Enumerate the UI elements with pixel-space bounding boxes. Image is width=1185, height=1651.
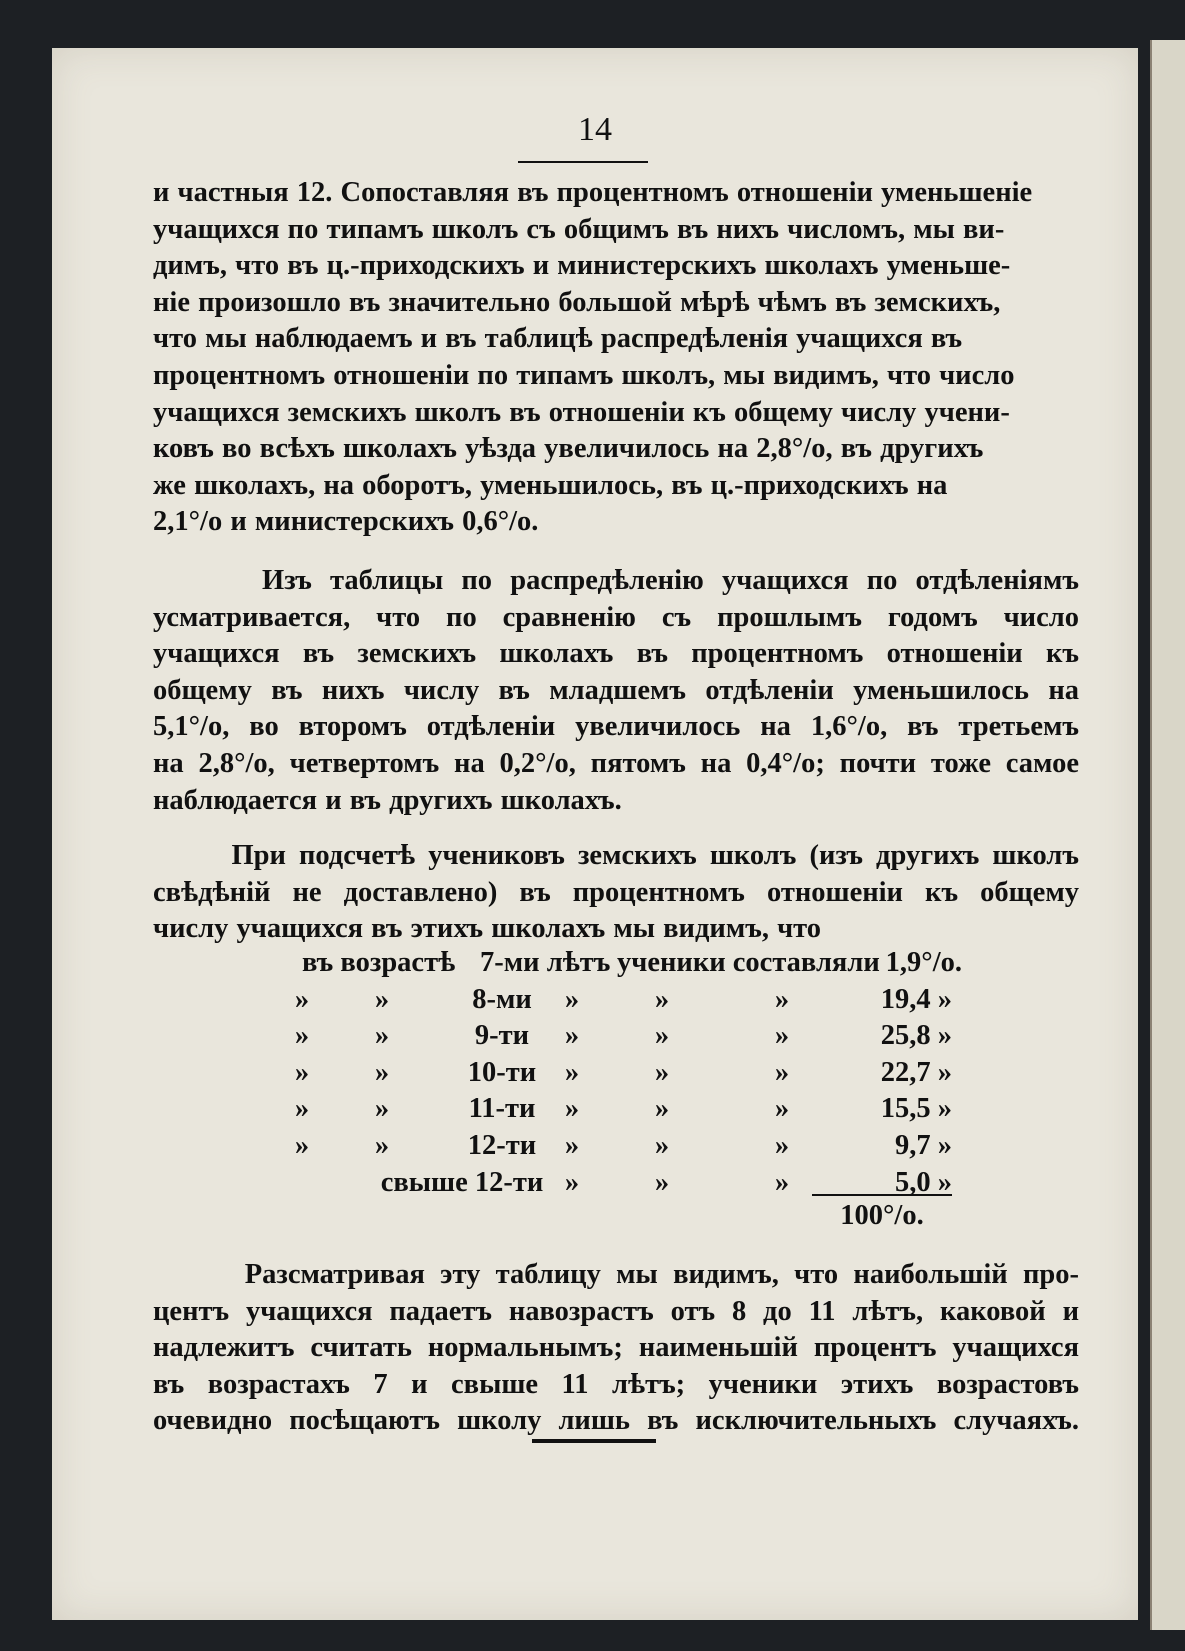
- ditto-mark: »: [564, 1129, 580, 1161]
- age-label: 12-ти: [467, 1129, 537, 1161]
- row-label: ученики составляли: [617, 947, 880, 978]
- text-line: что мы наблюдаемъ и въ таблицѣ распредѣленія учащихся въ: [153, 323, 963, 355]
- text-line: учащихся земскихъ школъ въ отношеніи къ общему числу учени-: [153, 396, 1010, 428]
- ditto-mark: »: [294, 1129, 310, 1161]
- text-line: числу учащихся въ этихъ школахъ мы видимъ, что: [153, 913, 822, 945]
- text-line: и частныя 12. Сопоставляя въ процентномъ отношеніи уменьшеніе: [153, 177, 1033, 208]
- ditto-mark: »: [654, 1020, 670, 1052]
- ditto-mark: »: [564, 1093, 580, 1125]
- text-line: центъ учащихся падаетъ навозрастъ отъ 8 до 11 лѣтъ, каковой и: [153, 1295, 1079, 1327]
- ditto-mark: »: [564, 983, 580, 1015]
- text-line: При подсчетѣ учениковъ земскихъ школъ (изъ другихъ школъ: [153, 840, 1079, 871]
- ditto-mark: »: [654, 983, 670, 1015]
- percent-value: 19,4 »: [880, 983, 952, 1015]
- text-line: процентномъ отношеніи по типамъ школъ, мы видимъ, что число: [153, 359, 1015, 391]
- text-line: 2,1°/о и министерскихъ 0,6°/о.: [153, 506, 539, 538]
- ditto-mark: »: [564, 1020, 580, 1052]
- next-page-edge: [1150, 40, 1185, 1630]
- table-row: [232, 982, 992, 1019]
- text-line: наблюдается и въ другихъ школахъ.: [153, 784, 622, 816]
- table-row: [232, 1091, 992, 1128]
- age-prefix: въ возрастѣ: [302, 947, 456, 978]
- ditto-mark: »: [774, 983, 790, 1015]
- table-row: [232, 1128, 992, 1165]
- ditto-mark: »: [374, 1020, 390, 1052]
- percent-value: 5,0 »: [895, 1166, 952, 1198]
- ditto-mark: »: [374, 1129, 390, 1161]
- ditto-mark: »: [294, 1093, 310, 1125]
- text-line: очевидно посѣщаютъ школу лишь въ исключительныхъ случаяхъ.: [153, 1405, 1079, 1437]
- ditto-mark: »: [654, 1129, 670, 1161]
- ditto-mark: »: [294, 1020, 310, 1052]
- header-rule: [518, 161, 648, 163]
- percent-value: 15,5 »: [880, 1093, 952, 1125]
- text-line: 5,1°/о, во второмъ отдѣленіи увеличилось на 1,6°/о, въ третьемъ: [153, 711, 1079, 743]
- ditto-mark: »: [774, 1093, 790, 1125]
- sum-rule: [812, 1194, 952, 1196]
- ditto-mark: »: [374, 983, 390, 1015]
- text-line: въ возрастахъ 7 и свыше 11 лѣтъ; ученики этихъ возрастовъ: [153, 1368, 1079, 1400]
- table-row: [232, 945, 992, 982]
- ditto-mark: »: [774, 1056, 790, 1088]
- paragraph-1: [153, 175, 1079, 541]
- paragraph-2: [153, 563, 1079, 819]
- text-line: общему въ нихъ числу въ младшемъ отдѣленіи уменьшилось на: [153, 674, 1079, 706]
- text-line: димъ, что въ ц.-приходскихъ и министерскихъ школахъ уменьше-: [153, 250, 1011, 282]
- percent-value: 1,9°/о.: [885, 947, 962, 978]
- ditto-mark: »: [564, 1166, 580, 1198]
- text-line: на 2,8°/о, четвертомъ на 0,2°/о, пятомъ на 0,4°/о; почти тоже самое: [153, 747, 1079, 779]
- age-distribution-table: [232, 945, 992, 1201]
- ditto-mark: »: [654, 1166, 670, 1198]
- percent-value: 25,8 »: [880, 1020, 952, 1052]
- text-line: учащихся въ земскихъ школахъ въ процентномъ отношеніи къ: [153, 638, 1079, 670]
- percent-value: 9,7 »: [895, 1129, 952, 1161]
- text-line: надлежитъ считать нормальнымъ; наименьшій процентъ учащихся: [153, 1332, 1079, 1364]
- ditto-mark: »: [564, 1056, 580, 1088]
- ditto-mark: »: [294, 983, 310, 1015]
- text-line: ніе произошло въ значительно большой мѣрѣ чѣмъ въ земскихъ,: [153, 286, 1001, 318]
- total-value: 100°/о.: [840, 1200, 924, 1231]
- ditto-mark: »: [774, 1020, 790, 1052]
- ditto-mark: »: [294, 1056, 310, 1088]
- age-label: свыше 12-ти: [380, 1166, 544, 1198]
- end-rule: [532, 1439, 656, 1443]
- table-row: [232, 1055, 992, 1092]
- text-line: свѣдѣній не доставлено) въ процентномъ отношеніи къ общему: [153, 876, 1079, 908]
- text-line: Разсматривая эту таблицу мы видимъ, что наибольшій про-: [153, 1259, 1079, 1290]
- percent-value: 22,7 »: [880, 1056, 952, 1088]
- text-line: ковъ во всѣхъ школахъ уѣзда увеличилось на 2,8°/о, въ другихъ: [153, 433, 984, 465]
- age-label: 10-ти: [467, 1056, 537, 1088]
- text-line: же школахъ, на оборотъ, уменьшилось, въ ц.-приходскихъ на: [153, 469, 948, 501]
- ditto-mark: »: [774, 1166, 790, 1198]
- paragraph-3: [153, 838, 1079, 948]
- ditto-mark: »: [774, 1129, 790, 1161]
- table-row: [232, 1018, 992, 1055]
- ditto-mark: »: [374, 1093, 390, 1125]
- text-line: учащихся по типамъ школъ съ общимъ въ нихъ числомъ, мы ви-: [153, 213, 1005, 245]
- age-label: 9-ти: [474, 1020, 530, 1052]
- ditto-mark: »: [654, 1093, 670, 1125]
- age-label: 8-ми: [472, 983, 532, 1015]
- ditto-mark: »: [374, 1056, 390, 1088]
- page-number: 14: [578, 111, 612, 148]
- book-page: [52, 48, 1138, 1620]
- text-line: Изъ таблицы по распредѣленію учащихся по отдѣленіямъ: [153, 565, 1079, 596]
- text-line: усматривается, что по сравненію съ прошлымъ годомъ число: [153, 601, 1079, 633]
- ditto-mark: »: [654, 1056, 670, 1088]
- paragraph-4: [153, 1257, 1079, 1440]
- age-label: 11-ти: [468, 1093, 536, 1125]
- age-label: 7-ми лѣтъ: [480, 947, 611, 978]
